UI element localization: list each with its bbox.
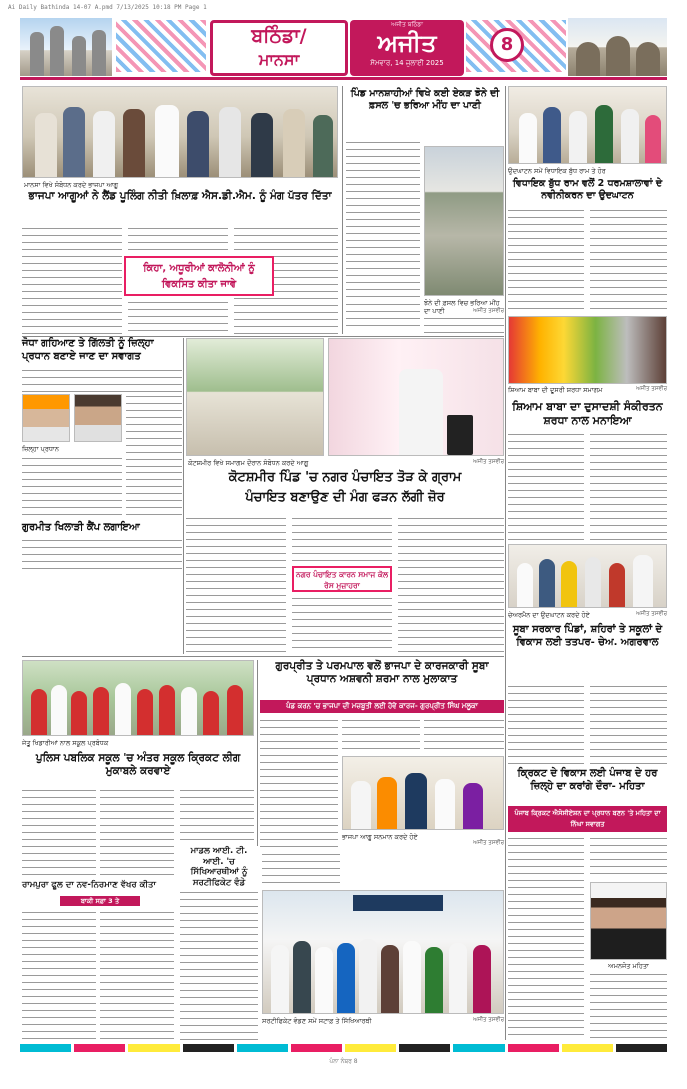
mla-body-col2 — [590, 208, 667, 310]
cricket-body-col2 — [100, 788, 174, 878]
bjpmeet-body-col2 — [342, 718, 420, 752]
edition-city-line1: ਬਠਿੰਡਾ/ — [251, 25, 307, 47]
paddy-body-col1 — [346, 140, 420, 300]
iti-headline: ਮਾਡਲ ਆਈ. ਟੀ. ਆਈ. 'ਚ ਸਿੱਖਿਆਰਥੀਆਂ ਨੂੰ ਸਰਟੀਫਿਕੇਟ ਵੰਡੇ — [190, 846, 248, 888]
bjp-body-col2 — [128, 226, 228, 256]
shyam-headline: ਸ਼ਿਆਮ ਬਾਬਾ ਦਾ ਦੁਸਾਦਸ਼ੀ ਸੰਕੀਰਤਨ ਸ਼ਰਧਾ ਨਾਲ ਮਨਾਇਆ — [512, 400, 663, 427]
jodha-headline: ਜੋਧਾ ਗਹਿਆਣ ਤੇ ਗਿੱਲਤੀ ਨੂੰ ਜ਼ਿਲ੍ਹਾ ਪ੍ਰਧਾਨ ਬਣਾਏ ਜਾਣ ਦਾ ਸਵਾਗਤ — [22, 338, 154, 362]
kot-photo-caption: ਕੋਟਸ਼ਮੀਰ ਵਿਖੇ ਸਮਾਗਮ ਦੌਰਾਨ ਸੰਬੋਧਨ ਕਰਦੇ ਆਗੂ — [188, 459, 309, 467]
iti-photo-caption: ਸਰਟੀਫਿਕੇਟ ਵੰਡਣ ਸਮੇਂ ਸਟਾਫ਼ ਤੇ ਸਿੱਖਿਆਰਥੀ — [262, 1017, 372, 1025]
gurmeet-body — [22, 538, 182, 572]
jodha-portrait-1 — [22, 394, 70, 442]
divider — [22, 336, 504, 337]
kot-photo-2 — [328, 338, 504, 456]
jodha-body-col2 — [126, 394, 182, 468]
iti-body-col2 — [262, 852, 340, 886]
divider — [183, 338, 184, 654]
divider — [342, 86, 343, 334]
mla-headline: ਵਿਧਾਇਕ ਬੁੱਧ ਰਾਮ ਵਲੋਂ 2 ਧਰਮਸ਼ਾਲਾਵਾਂ ਦੇ ਨਵੀਨੀਕਰਨ ਦਾ ਉਦਘਾਟਨ — [512, 178, 663, 201]
shyam-body-col1 — [508, 432, 584, 540]
paddy-photo — [424, 146, 504, 296]
chairman-headline: ਸੂਬਾ ਸਰਕਾਰ ਪਿੰਡਾਂ, ਸ਼ਹਿਰਾਂ ਤੇ ਸਕੂਲਾਂ ਦੇ ਵਿਕਾਸ ਲਈ ਤਤਪਰ- ਚੇਅ. ਅਗਰਵਾਲ — [512, 624, 663, 648]
edition-city-line2: ਮਾਨਸਾ — [258, 50, 300, 69]
kot-body-col3 — [398, 516, 504, 654]
jodha-portrait-2 — [74, 394, 122, 442]
bjpmeet-body-col3 — [424, 718, 504, 752]
cricket-body-col1 — [22, 788, 96, 878]
cricketdev-strap: ਪੰਜਾਬ ਕ੍ਰਿਕਟ ਐਸੋਸੀਏਸ਼ਨ ਦਾ ਪ੍ਰਧਾਨ ਬਣਨ 'ਤੇ ਮਹਿਤਾ ਦਾ ਨਿੱਘਾ ਸਵਾਗਤ — [508, 806, 667, 832]
kot-body-col1 — [186, 516, 286, 654]
shyam-photo — [508, 316, 667, 384]
bjp-body-col1 — [22, 226, 122, 336]
shyam-body-col2 — [590, 432, 667, 540]
cricketdev-portrait — [590, 882, 667, 960]
chairman-photo-credit: ਅਜੀਤ ਤਸਵੀਰ — [636, 611, 667, 617]
kot-headline-line2: ਪੰਚਾਇਤ ਬਣਾਉਣ ਦੀ ਮੰਗ ਫੜਨ ਲੱਗੀ ਜ਼ੋਰ — [245, 490, 445, 505]
kot-boxed-subhead: ਨਗਰ ਪੰਚਾਇਤ ਕਾਰਨ ਸਮਾਜ ਕੋਲ ਰੋਸ ਮੁਜ਼ਾਹਰਾ — [292, 566, 392, 592]
mla-photo-caption: ਉਦਘਾਟਨ ਸਮੇਂ ਵਿਧਾਇਕ ਬੁੱਧ ਰਾਮ ਤੇ ਹੋਰ — [508, 167, 606, 175]
cricketdev-body-col1 — [508, 836, 584, 1040]
masthead-photo-right — [568, 18, 667, 76]
kot-photo-credit: ਅਜੀਤ ਤਸਵੀਰ — [473, 459, 504, 465]
paddy-body-col3 — [424, 316, 504, 334]
print-slug: Ai Daily Bathinda 14-07 A.pmd 7/13/2025 10:18 PM Page 1 — [8, 4, 207, 11]
rampura-continue-label: ਬਾਕੀ ਸਫ਼ਾ 3 ਤੇ — [60, 896, 140, 906]
cricket-headline: ਪੁਲਿਸ ਪਬਲਿਕ ਸਕੂਲ 'ਚ ਅੰਤਰ ਸਕੂਲ ਕ੍ਰਿਕਟ ਲੀਗ ਮੁਕਾਬਲੇ ਕਰਵਾਏ — [35, 752, 241, 778]
kot-headline-line1: ਕੋਟਸ਼ਮੀਰ ਪਿੰਡ 'ਚ ਨਗਰ ਪੰਚਾਇਤ ਤੋੜ ਕੇ ਗ੍ਰਾਮ — [228, 470, 462, 485]
shyam-photo-credit: ਅਜੀਤ ਤਸਵੀਰ — [636, 386, 667, 392]
divider — [505, 86, 506, 1040]
jodha-body-col2b — [126, 470, 182, 518]
bjp-headline: ਭਾਜਪਾ ਆਗੂਆਂ ਨੇ ਲੈਂਡ ਪੂਲਿੰਗ ਨੀਤੀ ਖ਼ਿਲਾਫ਼ ਐਸ.ਡੀ.ਐਮ. ਨੂੰ ਮੰਗ ਪੱਤਰ ਦਿੱਤਾ — [28, 190, 332, 202]
paddy-headline: ਪਿੰਡ ਮਾਨਸ਼ਾਹੀਆਂ ਵਿਖੇ ਕਈ ਏਕੜ ਝੋਨੇ ਦੀ ਫ਼ਸਲ 'ਚ ਭਰਿਆ ਮੀਂਹ ਦਾ ਪਾਣੀ — [350, 88, 500, 111]
bjp-boxed-subhead: ਕਿਹਾ, ਅਧੂਰੀਆਂ ਕਾਲੋਨੀਆਂ ਨੂੰ ਵਿਕਸਿਤ ਕੀਤਾ ਜਾਵੇ — [124, 256, 274, 296]
chairman-body-col2 — [590, 684, 667, 764]
bjpmeet-strap: ਪੰਡ ਕਰਨ 'ਚ ਭਾਜਪਾ ਦੀ ਮਜ਼ਬੂਤੀ ਲਈ ਹੋਵੇ ਕਾਰਜ- ਗੁਰਪ੍ਰੀਤ ਸਿੰਘ ਮਲੂਕਾ — [260, 700, 504, 713]
mla-photo — [508, 86, 667, 164]
chairman-photo-caption: ਚੇਅਰਮੈਨ ਦਾ ਉਦਘਾਟਨ ਕਰਦੇ ਹੋਏ — [508, 611, 590, 619]
masthead — [20, 14, 667, 80]
bjp-photo-caption: ਮਾਨਸਾ ਵਿਖੇ ਸੰਬੋਧਨ ਕਰਦੇ ਭਾਜਪਾ ਆਗੂ — [24, 181, 119, 189]
rampura-body-col1 — [22, 910, 96, 1040]
paddy-body-col2 — [346, 302, 420, 332]
bjpmeet-photo — [342, 756, 504, 830]
page-footer: ਪੰਨਾ ਨੰਬਰ 8 — [329, 1058, 358, 1065]
bjp-body-col2b — [128, 300, 228, 336]
bjpmeet-photo-caption: ਭਾਜਪਾ ਆਗੂ ਸਨਮਾਨ ਕਰਦੇ ਹੋਏ — [342, 833, 418, 841]
masthead-photo-left — [20, 18, 112, 76]
shyam-photo-caption: ਸ਼ਿਆਮ ਬਾਬਾ ਦੀ ਦੂਸਰੀ ਸ਼ਰਧਾ ਸਮਾਗਮ — [508, 386, 603, 394]
chairman-body-col1 — [508, 684, 584, 764]
kot-body-col2b — [292, 596, 392, 654]
cricketdev-headline: ਕ੍ਰਿਕਟ ਦੇ ਵਿਕਾਸ ਲਈ ਪੰਜਾਬ ਦੇ ਹਰ ਜ਼ਿਲ੍ਹੇ ਦਾ ਕਰਾਂਗੇ ਦੌਰਾ- ਮਹਿਤਾ — [517, 768, 658, 792]
rampura-headline: ਰਾਮਪੁਰਾ ਫੂਲ ਦਾ ਨਵ-ਨਿਰਮਾਣ ਵੱਖਰ ਕੀਤਾ — [22, 880, 156, 890]
edition-city — [210, 20, 348, 76]
cricketdev-body-col2b — [590, 972, 667, 1040]
cricket-photo-caption: ਜੇਤੂ ਖਿਡਾਰੀਆਂ ਨਾਲ ਸਕੂਲ ਪ੍ਰਬੰਧਕ — [22, 739, 109, 747]
kot-photo-1 — [186, 338, 324, 456]
iti-photo — [262, 890, 504, 1014]
masthead-pattern-left — [116, 20, 206, 72]
paddy-photo-credit: ਅਜੀਤ ਤਸਵੀਰ — [473, 308, 504, 314]
paddy-photo-caption: ਝੋਨੇ ਦੀ ਫ਼ਸਲ ਵਿਚ ਭਰਿਆ ਮੀਂਹ ਦਾ ਪਾਣੀ — [424, 299, 500, 315]
divider — [22, 656, 504, 657]
edition-date: ਸੋਮਵਾਰ, 14 ਜੁਲਾਈ 2025 — [370, 59, 444, 67]
chairman-photo — [508, 544, 667, 608]
iti-body-col1 — [180, 890, 258, 1040]
jodha-body-top — [22, 368, 182, 392]
jodha-body-col1 — [22, 456, 122, 518]
brand-name: ਅਜੀਤ — [377, 29, 437, 57]
rampura-body-col2 — [100, 910, 174, 1040]
brand-tag: ਅਜੀਤ ਬਠਿੰਡਾ — [391, 21, 423, 28]
color-registration-strip — [20, 1044, 667, 1052]
cricket-school-photo — [22, 660, 254, 736]
cricketdev-portrait-caption: ਅਮਨਜੋਤ ਮਹਿਤਾ — [608, 962, 649, 970]
bjp-memorandum-photo — [22, 86, 338, 178]
gurmeet-headline: ਗੁਰਮੀਤ ਖਿਲਾੜੀ ਕੈਂਪ ਲਗਾਇਆ — [22, 522, 140, 533]
divider — [257, 660, 258, 846]
cricketdev-body-col2a — [590, 836, 667, 880]
iti-photo-credit: ਅਜੀਤ ਤਸਵੀਰ — [473, 1017, 504, 1023]
bjpmeet-photo-credit: ਅਜੀਤ ਤਸਵੀਰ — [473, 840, 504, 846]
brand-block — [350, 20, 464, 76]
jodha-photo-caption: ਜ਼ਿਲ੍ਹਾ ਪ੍ਰਧਾਨ — [22, 445, 59, 453]
kot-body-col2a — [292, 516, 392, 564]
cricket-body-col3 — [180, 788, 254, 844]
bjpmeet-body-col1 — [260, 718, 338, 848]
bjpmeet-headline: ਗੁਰਪ੍ਰੀਤ ਤੇ ਪਰਮਪਾਲ ਵਲੋਂ ਭਾਜਪਾ ਦੇ ਕਾਰਜਕਾਰੀ ਸੂਬਾ ਪ੍ਰਧਾਨ ਅਸ਼ਵਨੀ ਸ਼ਰਮਾ ਨਾਲ ਮੁਲਾਕਾਤ — [275, 660, 489, 686]
mla-body-col1 — [508, 208, 584, 310]
page-number: 8 — [490, 28, 524, 62]
